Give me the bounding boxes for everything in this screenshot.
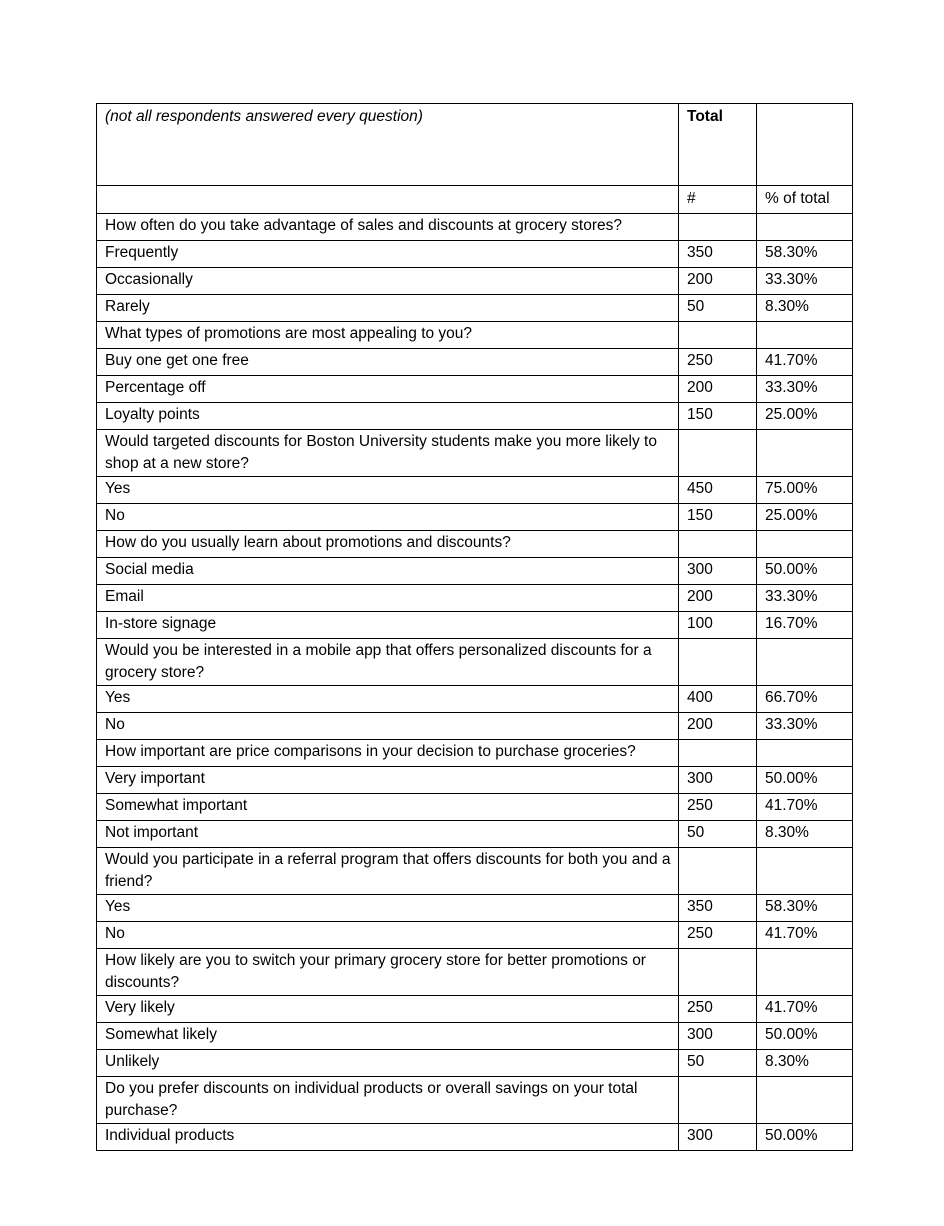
empty-percent-cell	[757, 848, 853, 895]
answer-row	[97, 241, 853, 268]
answer-percent: 58.30%	[757, 241, 853, 268]
answer-percent: 50.00%	[757, 558, 853, 585]
table-subheader-row	[97, 186, 853, 214]
answer-percent: 58.30%	[757, 895, 853, 922]
count-column-header: #	[679, 186, 757, 214]
answer-label: Yes	[97, 895, 679, 922]
empty-count-cell	[679, 848, 757, 895]
empty-count-cell	[679, 322, 757, 349]
answer-label: Somewhat important	[97, 794, 679, 821]
answer-row	[97, 612, 853, 639]
question-row	[97, 1077, 853, 1124]
answer-percent: 75.00%	[757, 477, 853, 504]
question-text: How do you usually learn about promotions and discounts?	[97, 531, 679, 558]
answer-row	[97, 686, 853, 713]
answer-count: 350	[679, 241, 757, 268]
percent-column-header: % of total	[757, 186, 853, 214]
answer-label: Not important	[97, 821, 679, 848]
answer-row	[97, 1050, 853, 1077]
answer-count: 300	[679, 1023, 757, 1050]
answer-count: 250	[679, 922, 757, 949]
answer-row	[97, 821, 853, 848]
question-text: How important are price comparisons in your decision to purchase groceries?	[97, 740, 679, 767]
answer-percent: 41.70%	[757, 794, 853, 821]
answer-count: 400	[679, 686, 757, 713]
answer-percent: 50.00%	[757, 1124, 853, 1151]
empty-percent-cell	[757, 949, 853, 996]
answer-count: 50	[679, 1050, 757, 1077]
answer-label: No	[97, 713, 679, 740]
total-column-header: Total	[679, 104, 757, 186]
question-row	[97, 430, 853, 477]
answer-label: Loyalty points	[97, 403, 679, 430]
answer-row	[97, 295, 853, 322]
answer-percent: 66.70%	[757, 686, 853, 713]
answer-row	[97, 794, 853, 821]
empty-percent-cell	[757, 639, 853, 686]
answer-label: Social media	[97, 558, 679, 585]
question-text: Would you participate in a referral program that offers discounts for both you and a friend?	[97, 848, 679, 895]
question-text: What types of promotions are most appealing to you?	[97, 322, 679, 349]
answer-row	[97, 922, 853, 949]
answer-percent: 33.30%	[757, 376, 853, 403]
answer-percent: 33.30%	[757, 268, 853, 295]
empty-count-cell	[679, 740, 757, 767]
answer-label: Percentage off	[97, 376, 679, 403]
answer-row	[97, 767, 853, 794]
question-row	[97, 949, 853, 996]
answer-count: 300	[679, 558, 757, 585]
answer-label: Frequently	[97, 241, 679, 268]
answer-count: 150	[679, 504, 757, 531]
answer-percent: 41.70%	[757, 996, 853, 1023]
answer-label: Rarely	[97, 295, 679, 322]
empty-count-cell	[679, 531, 757, 558]
empty-count-cell	[679, 430, 757, 477]
answer-count: 200	[679, 585, 757, 612]
answer-row	[97, 403, 853, 430]
empty-count-cell	[679, 949, 757, 996]
answer-percent: 8.30%	[757, 821, 853, 848]
answer-row	[97, 268, 853, 295]
answer-row	[97, 477, 853, 504]
answer-percent: 8.30%	[757, 1050, 853, 1077]
answer-row	[97, 376, 853, 403]
empty-percent-cell	[757, 1077, 853, 1124]
answer-count: 200	[679, 713, 757, 740]
question-row	[97, 531, 853, 558]
answer-label: Very important	[97, 767, 679, 794]
empty-header-cell	[757, 104, 853, 186]
answer-count: 250	[679, 349, 757, 376]
answer-count: 350	[679, 895, 757, 922]
survey-results-table	[96, 103, 853, 1151]
answer-percent: 33.30%	[757, 585, 853, 612]
empty-count-cell	[679, 214, 757, 241]
answer-label: Yes	[97, 686, 679, 713]
question-text: How often do you take advantage of sales and discounts at grocery stores?	[97, 214, 679, 241]
answer-row	[97, 349, 853, 376]
answer-row	[97, 504, 853, 531]
answer-row	[97, 895, 853, 922]
question-text: Do you prefer discounts on individual products or overall savings on your total purchase?	[97, 1077, 679, 1124]
answer-label: Occasionally	[97, 268, 679, 295]
answer-label: No	[97, 504, 679, 531]
answer-count: 50	[679, 295, 757, 322]
empty-percent-cell	[757, 531, 853, 558]
answer-row	[97, 585, 853, 612]
empty-percent-cell	[757, 322, 853, 349]
answer-count: 300	[679, 767, 757, 794]
answer-count: 100	[679, 612, 757, 639]
answer-row	[97, 713, 853, 740]
answer-row	[97, 1023, 853, 1050]
answer-count: 200	[679, 268, 757, 295]
question-row	[97, 322, 853, 349]
answer-label: Buy one get one free	[97, 349, 679, 376]
question-row	[97, 740, 853, 767]
question-text: How likely are you to switch your primary grocery store for better promotions or discounts?	[97, 949, 679, 996]
answer-label: No	[97, 922, 679, 949]
empty-percent-cell	[757, 430, 853, 477]
answer-percent: 50.00%	[757, 767, 853, 794]
empty-count-cell	[679, 639, 757, 686]
question-text: Would targeted discounts for Boston University students make you more likely to shop at a new store?	[97, 430, 679, 477]
answer-label: Unlikely	[97, 1050, 679, 1077]
answer-count: 200	[679, 376, 757, 403]
empty-percent-cell	[757, 740, 853, 767]
empty-count-cell	[679, 1077, 757, 1124]
answer-count: 150	[679, 403, 757, 430]
answer-percent: 50.00%	[757, 1023, 853, 1050]
survey-table-body	[97, 104, 853, 1151]
answer-label: Individual products	[97, 1124, 679, 1151]
question-row	[97, 214, 853, 241]
answer-label: Email	[97, 585, 679, 612]
respondents-note: (not all respondents answered every question)	[97, 104, 679, 186]
answer-label: In-store signage	[97, 612, 679, 639]
answer-percent: 41.70%	[757, 922, 853, 949]
answer-count: 50	[679, 821, 757, 848]
answer-percent: 16.70%	[757, 612, 853, 639]
answer-label: Yes	[97, 477, 679, 504]
answer-row	[97, 558, 853, 585]
answer-percent: 41.70%	[757, 349, 853, 376]
answer-percent: 33.30%	[757, 713, 853, 740]
answer-label: Very likely	[97, 996, 679, 1023]
answer-label: Somewhat likely	[97, 1023, 679, 1050]
answer-percent: 25.00%	[757, 403, 853, 430]
answer-count: 250	[679, 794, 757, 821]
question-text: Would you be interested in a mobile app that offers personalized discounts for a grocery store?	[97, 639, 679, 686]
table-header-row	[97, 104, 853, 186]
empty-subheader-cell	[97, 186, 679, 214]
answer-count: 250	[679, 996, 757, 1023]
question-row	[97, 639, 853, 686]
answer-row	[97, 996, 853, 1023]
answer-percent: 25.00%	[757, 504, 853, 531]
answer-count: 300	[679, 1124, 757, 1151]
answer-row	[97, 1124, 853, 1151]
question-row	[97, 848, 853, 895]
empty-percent-cell	[757, 214, 853, 241]
answer-percent: 8.30%	[757, 295, 853, 322]
answer-count: 450	[679, 477, 757, 504]
